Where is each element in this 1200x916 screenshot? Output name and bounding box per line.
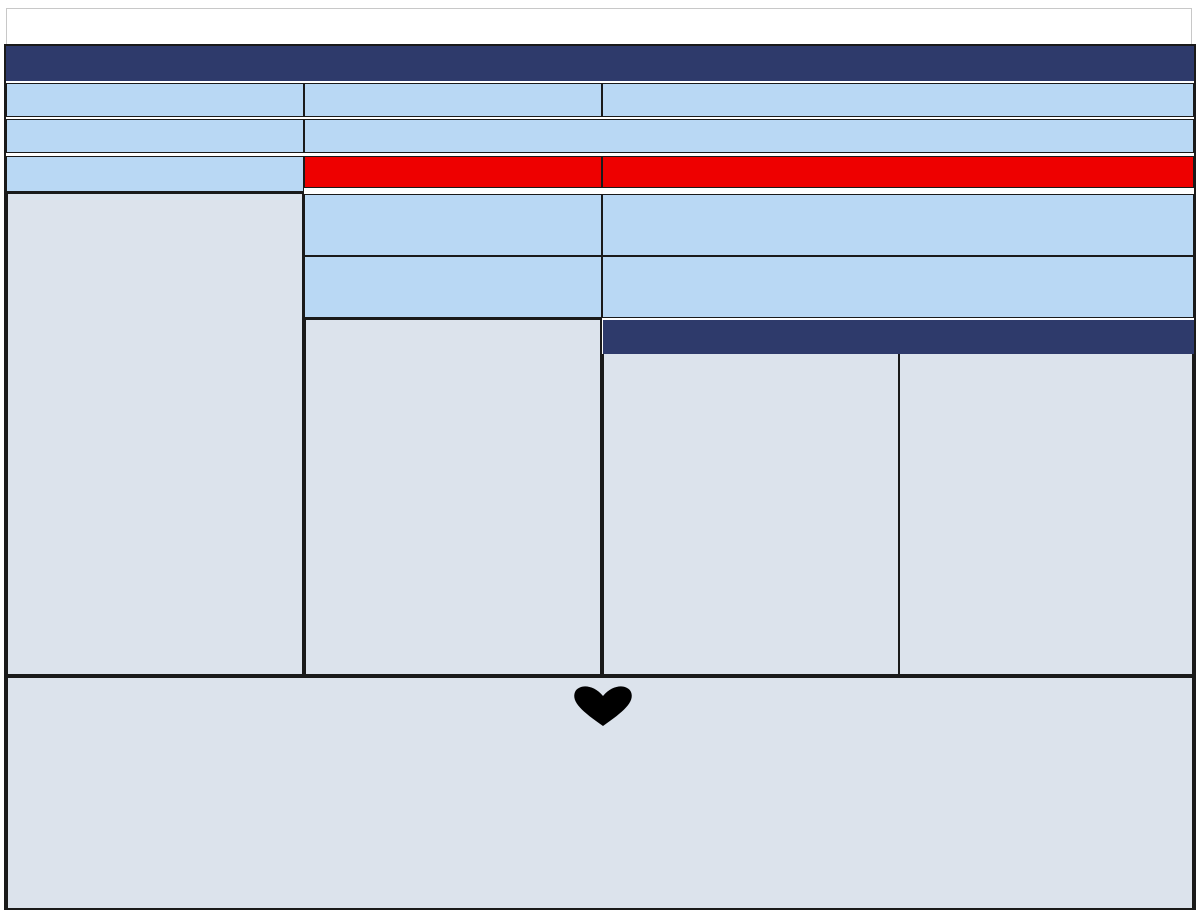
timeline-innate xyxy=(4,45,602,81)
heart-icon xyxy=(574,686,632,726)
acquired-specificity xyxy=(602,194,1194,256)
barriers-list xyxy=(6,192,304,676)
cellular-list xyxy=(602,354,900,676)
cellular-header xyxy=(602,320,898,354)
acquired-memory xyxy=(602,256,1194,318)
timeline-adaptive xyxy=(602,45,1196,81)
innate-immunity-header xyxy=(304,156,602,188)
logo-panel xyxy=(6,676,1194,910)
third-line-header xyxy=(602,83,1194,117)
first-line-header xyxy=(6,83,304,117)
page-title xyxy=(6,8,1192,45)
innate-cells xyxy=(304,318,602,676)
internal-label xyxy=(304,119,1194,153)
acquired-immunity-header xyxy=(602,156,1194,188)
humoral-header xyxy=(898,320,1194,354)
passive-barriers-header xyxy=(6,156,304,192)
dna-heart-logo xyxy=(553,682,653,902)
second-line-header xyxy=(304,83,602,117)
innate-specificity xyxy=(304,194,602,256)
innate-memory xyxy=(304,256,602,318)
external-label xyxy=(6,119,304,153)
humoral-list xyxy=(898,354,1194,676)
